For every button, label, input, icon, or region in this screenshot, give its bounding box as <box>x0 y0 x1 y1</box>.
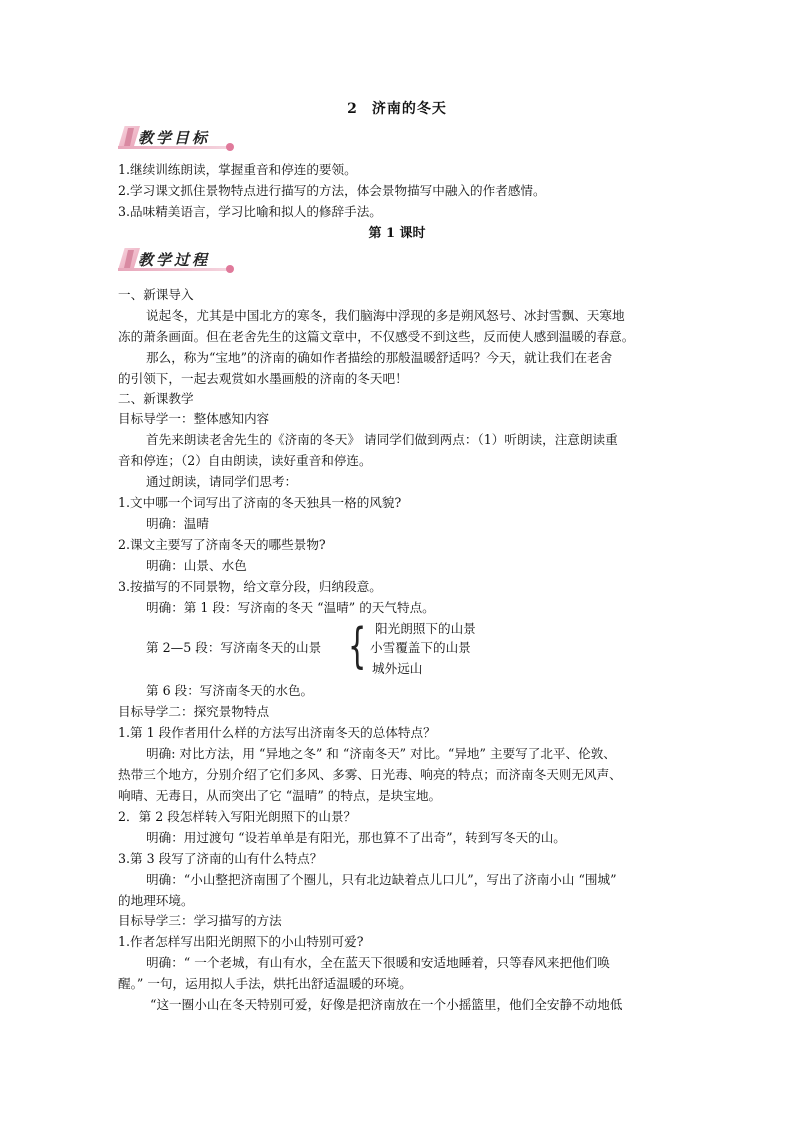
paragraph-line: 音和停连；（2）自由朗读，读好重音和停连。 <box>118 453 372 468</box>
answer-line: 第 6 段：写济南冬天的水色。 <box>146 683 314 698</box>
page-title <box>0 98 794 118</box>
paragraph-line: 的引领下，一起去观赏如水墨画般的济南的冬天吧！ <box>118 371 408 386</box>
answer-line: 明确：第 1 段：写济南的冬天 “温晴” 的天气特点。 <box>146 600 435 615</box>
section-banner-teaching-process <box>118 248 236 278</box>
answer-line: 明确：“ 一个老城，有山有水，全在蓝天下很暖和安适地睡着，只等春风来把他们唤 <box>146 955 610 970</box>
paragraph-line: 通过朗读，请同学们思考： <box>146 474 298 489</box>
answer-line: 明确：山景、水色 <box>146 558 247 573</box>
answer-line: 醒。” 一句，运用拟人手法，烘托出舒适温暖的环境。 <box>118 976 412 991</box>
section-heading: 二、新课教学 <box>118 391 194 406</box>
answer-line: 响晴、无毒日，从而突出了它 “温晴” 的特点，是块宝地。 <box>118 788 442 803</box>
subsection-heading: 目标导学一：整体感知内容 <box>118 411 270 426</box>
question-line: 1.第 1 段作者用什么样的方法写出济南冬天的总体特点？ <box>118 725 436 740</box>
section-label: 教学过程 <box>138 251 211 269</box>
paragraph-line: 说起冬，尤其是中国北方的寒冬，我们脑海中浮现的多是朔风怒号、冰封雪飘、天寒地 <box>146 308 625 323</box>
paragraph-line: 首先来朗读老舍先生的《济南的冬天》 请同学们做到两点：（1）听朗读，注意朗读重 <box>146 432 618 447</box>
goal-item: 1.继续训练朗读，掌握重音和停连的要领。 <box>118 162 357 177</box>
answer-line: 明确：用过渡句 “设若单单是有阳光，那也算不了出奇”，转到写冬天的山。 <box>146 830 566 845</box>
subsection-heading: 目标导学二：探究景物特点 <box>118 704 270 719</box>
paragraph-line: 那么，称为“宝地”的济南的确如作者描绘的那般温暖舒适吗？今天，就让我们在老舍 <box>146 350 613 365</box>
answer-line: 明确: 对比方法，用 “异地之冬” 和 “济南冬天” 对比。“异地” 主要写了北平、伦敦、 <box>146 746 616 761</box>
question-line: 1.作者怎样写出阳光朗照下的小山特别可爱? <box>118 934 364 949</box>
goal-item: 3.品味精美语言，学习比喻和拟人的修辞手法。 <box>118 204 382 219</box>
banner-dot-icon <box>226 143 234 151</box>
paragraph-line: 冻的萧条画面。但在老舍先生的这篇文章中，不仅感受不到这些，反而使人感到温暖的春意。 <box>118 329 635 344</box>
curly-brace-icon: { <box>348 618 367 674</box>
question-line: 3.第 3 段写了济南的山有什么特点？ <box>118 851 323 866</box>
section-label: 教学目标 <box>138 129 211 147</box>
banner-dot-icon <box>226 265 234 273</box>
answer-line: 的地理环境。 <box>118 893 194 908</box>
brace-item: 阳光朗照下的山景 <box>375 621 476 636</box>
goal-item: 2.学习课文抓住景物特点进行描写的方法，体会景物描写中融入的作者感情。 <box>118 183 546 198</box>
lesson-heading: 第 1 课时 <box>368 226 426 241</box>
answer-line: 明确：“小山整把济南围了个圈儿，只有北边缺着点儿口儿”，写出了济南小山 “围城” <box>146 872 617 887</box>
brace-item: 城外远山 <box>372 661 423 676</box>
answer-line: 明确：温晴 <box>146 516 209 531</box>
question-line: 2.课文主要写了济南冬天的哪些景物? <box>118 537 326 552</box>
section-heading: 一、新课导入 <box>118 287 194 302</box>
question-line: 1.文中哪一个词写出了济南的冬天独具一格的风貌? <box>118 495 402 510</box>
section-banner-teaching-goals <box>118 126 236 156</box>
question-line: 2．第 2 段怎样转入写阳光朗照下的山景？ <box>118 809 357 824</box>
answer-line: 第 2—5 段：写济南冬天的山景 <box>146 640 322 655</box>
subsection-heading: 目标导学三：学习描写的方法 <box>118 913 282 928</box>
brace-item: 小雪覆盖下的山景 <box>370 640 471 655</box>
title-number: 2 <box>347 101 358 117</box>
question-line: 3.按描写的不同景物，给文章分段，归纳段意。 <box>118 579 382 594</box>
answer-line: 热带三个地方，分别介绍了它们多风、多雾、日光毒、响亮的特点；而济南冬天则无风声、 <box>118 767 622 782</box>
paragraph-line: “这一圈小山在冬天特别可爱，好像是把济南放在一个小摇篮里，他们全安静不动地低 <box>150 997 623 1012</box>
title-text: 济南的冬天 <box>371 101 447 117</box>
